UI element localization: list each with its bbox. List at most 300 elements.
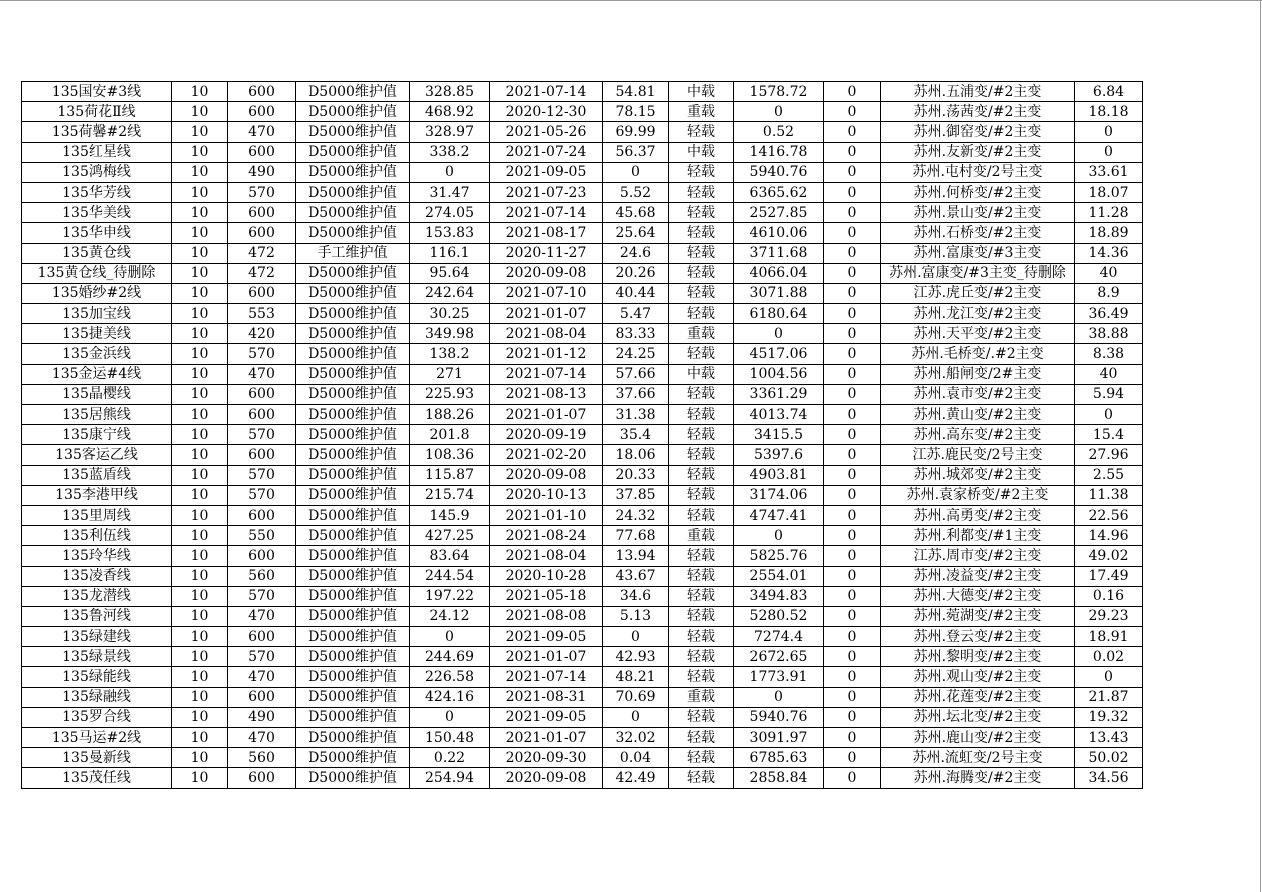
cell-available-capacity: 3494.83 bbox=[734, 586, 824, 606]
cell-maintenance-source: D5000维护值 bbox=[296, 647, 410, 667]
cell-load-status: 轻载 bbox=[669, 647, 734, 667]
cell-flag: 0 bbox=[824, 768, 881, 788]
cell-load-rate: 20.26 bbox=[603, 263, 669, 283]
cell-available-capacity: 2858.84 bbox=[734, 768, 824, 788]
table-row bbox=[22, 243, 1143, 263]
cell-maintenance-source: D5000维护值 bbox=[296, 526, 410, 546]
cell-line-name: 135加宝线 bbox=[22, 304, 172, 324]
cell-current-value: 108.36 bbox=[410, 445, 490, 465]
cell-transformer-load: 49.02 bbox=[1075, 546, 1143, 566]
cell-load-status: 轻载 bbox=[669, 445, 734, 465]
cell-voltage: 10 bbox=[172, 526, 228, 546]
cell-transformer-load: 50.02 bbox=[1075, 748, 1143, 768]
cell-load-rate: 32.02 bbox=[603, 728, 669, 748]
cell-available-capacity: 0 bbox=[734, 687, 824, 707]
cell-current-value: 468.92 bbox=[410, 102, 490, 122]
cell-maintenance-source: D5000维护值 bbox=[296, 364, 410, 384]
cell-voltage: 10 bbox=[172, 707, 228, 727]
table-row bbox=[22, 203, 1143, 223]
cell-line-name: 135黄仓线 bbox=[22, 243, 172, 263]
cell-date: 2021-07-14 bbox=[490, 82, 603, 102]
cell-rated-current: 560 bbox=[228, 566, 296, 586]
table-row bbox=[22, 687, 1143, 707]
cell-maintenance-source: D5000维护值 bbox=[296, 162, 410, 182]
cell-load-rate: 37.66 bbox=[603, 384, 669, 404]
cell-date: 2021-01-07 bbox=[490, 304, 603, 324]
cell-flag: 0 bbox=[824, 223, 881, 243]
table-row bbox=[22, 647, 1143, 667]
cell-load-status: 轻载 bbox=[669, 425, 734, 445]
cell-rated-current: 600 bbox=[228, 546, 296, 566]
cell-flag: 0 bbox=[824, 667, 881, 687]
cell-load-status: 轻载 bbox=[669, 203, 734, 223]
cell-rated-current: 470 bbox=[228, 364, 296, 384]
cell-maintenance-source: D5000维护值 bbox=[296, 667, 410, 687]
cell-flag: 0 bbox=[824, 445, 881, 465]
cell-date: 2020-09-08 bbox=[490, 465, 603, 485]
cell-load-rate: 0 bbox=[603, 162, 669, 182]
cell-available-capacity: 4517.06 bbox=[734, 344, 824, 364]
cell-load-status: 轻载 bbox=[669, 283, 734, 303]
cell-load-rate: 78.15 bbox=[603, 102, 669, 122]
cell-flag: 0 bbox=[824, 102, 881, 122]
cell-maintenance-source: D5000维护值 bbox=[296, 182, 410, 202]
cell-available-capacity: 3091.97 bbox=[734, 728, 824, 748]
cell-rated-current: 490 bbox=[228, 162, 296, 182]
cell-line-name: 135金浜线 bbox=[22, 344, 172, 364]
cell-line-name: 135黄仓线_待删除 bbox=[22, 263, 172, 283]
cell-maintenance-source: D5000维护值 bbox=[296, 425, 410, 445]
cell-date: 2021-02-20 bbox=[490, 445, 603, 465]
page-edge-top bbox=[0, 0, 1262, 1]
cell-transformer-load: 13.43 bbox=[1075, 728, 1143, 748]
cell-line-name: 135捷美线 bbox=[22, 324, 172, 344]
cell-transformer: 苏州.高东变/#2主变 bbox=[881, 425, 1075, 445]
cell-voltage: 10 bbox=[172, 425, 228, 445]
cell-rated-current: 570 bbox=[228, 182, 296, 202]
cell-current-value: 138.2 bbox=[410, 344, 490, 364]
cell-flag: 0 bbox=[824, 263, 881, 283]
cell-load-rate: 48.21 bbox=[603, 667, 669, 687]
cell-date: 2021-08-04 bbox=[490, 324, 603, 344]
cell-flag: 0 bbox=[824, 566, 881, 586]
cell-flag: 0 bbox=[824, 405, 881, 425]
cell-load-rate: 0 bbox=[603, 707, 669, 727]
cell-load-rate: 35.4 bbox=[603, 425, 669, 445]
cell-maintenance-source: D5000维护值 bbox=[296, 263, 410, 283]
cell-maintenance-source: 手工维护值 bbox=[296, 243, 410, 263]
cell-transformer-load: 22.56 bbox=[1075, 505, 1143, 525]
cell-available-capacity: 3361.29 bbox=[734, 384, 824, 404]
cell-maintenance-source: D5000维护值 bbox=[296, 707, 410, 727]
cell-current-value: 254.94 bbox=[410, 768, 490, 788]
cell-load-status: 重载 bbox=[669, 526, 734, 546]
cell-voltage: 10 bbox=[172, 485, 228, 505]
cell-line-name: 135利伍线 bbox=[22, 526, 172, 546]
cell-voltage: 10 bbox=[172, 344, 228, 364]
table-row bbox=[22, 162, 1143, 182]
cell-flag: 0 bbox=[824, 364, 881, 384]
table-row bbox=[22, 445, 1143, 465]
table-row bbox=[22, 748, 1143, 768]
cell-load-status: 轻载 bbox=[669, 748, 734, 768]
cell-line-name: 135龙潜线 bbox=[22, 586, 172, 606]
cell-rated-current: 600 bbox=[228, 384, 296, 404]
cell-current-value: 338.2 bbox=[410, 142, 490, 162]
cell-transformer: 苏州.海腾变/#2主变 bbox=[881, 768, 1075, 788]
cell-current-value: 242.64 bbox=[410, 283, 490, 303]
cell-line-name: 135鲁河线 bbox=[22, 606, 172, 626]
cell-voltage: 10 bbox=[172, 243, 228, 263]
cell-line-name: 135凌香线 bbox=[22, 566, 172, 586]
cell-flag: 0 bbox=[824, 344, 881, 364]
cell-transformer-load: 19.32 bbox=[1075, 707, 1143, 727]
cell-line-name: 135鸿梅线 bbox=[22, 162, 172, 182]
cell-date: 2021-01-07 bbox=[490, 647, 603, 667]
cell-transformer: 苏州.登云变/#2主变 bbox=[881, 627, 1075, 647]
table-row bbox=[22, 667, 1143, 687]
cell-transformer-load: 18.18 bbox=[1075, 102, 1143, 122]
cell-transformer: 苏州.观山变/#2主变 bbox=[881, 667, 1075, 687]
cell-transformer: 苏州.坛北变/#2主变 bbox=[881, 707, 1075, 727]
cell-transformer: 苏州.大德变/#2主变 bbox=[881, 586, 1075, 606]
cell-rated-current: 472 bbox=[228, 263, 296, 283]
table-row bbox=[22, 566, 1143, 586]
cell-transformer-load: 14.96 bbox=[1075, 526, 1143, 546]
cell-date: 2021-01-10 bbox=[490, 505, 603, 525]
cell-voltage: 10 bbox=[172, 122, 228, 142]
cell-maintenance-source: D5000维护值 bbox=[296, 768, 410, 788]
cell-maintenance-source: D5000维护值 bbox=[296, 324, 410, 344]
cell-rated-current: 570 bbox=[228, 344, 296, 364]
cell-date: 2021-07-23 bbox=[490, 182, 603, 202]
cell-available-capacity: 1773.91 bbox=[734, 667, 824, 687]
cell-maintenance-source: D5000维护值 bbox=[296, 485, 410, 505]
cell-load-rate: 18.06 bbox=[603, 445, 669, 465]
cell-voltage: 10 bbox=[172, 162, 228, 182]
cell-transformer-load: 18.91 bbox=[1075, 627, 1143, 647]
cell-current-value: 24.12 bbox=[410, 606, 490, 626]
cell-load-rate: 31.38 bbox=[603, 405, 669, 425]
cell-current-value: 226.58 bbox=[410, 667, 490, 687]
cell-load-rate: 0 bbox=[603, 627, 669, 647]
cell-transformer: 苏州.黎明变/#2主变 bbox=[881, 647, 1075, 667]
cell-current-value: 0 bbox=[410, 707, 490, 727]
cell-load-rate: 24.6 bbox=[603, 243, 669, 263]
cell-voltage: 10 bbox=[172, 546, 228, 566]
cell-load-status: 轻载 bbox=[669, 728, 734, 748]
cell-voltage: 10 bbox=[172, 384, 228, 404]
cell-load-rate: 57.66 bbox=[603, 364, 669, 384]
cell-current-value: 31.47 bbox=[410, 182, 490, 202]
cell-maintenance-source: D5000维护值 bbox=[296, 223, 410, 243]
cell-available-capacity: 6365.62 bbox=[734, 182, 824, 202]
cell-load-rate: 20.33 bbox=[603, 465, 669, 485]
cell-load-status: 轻载 bbox=[669, 344, 734, 364]
cell-line-name: 135绿景线 bbox=[22, 647, 172, 667]
cell-transformer: 苏州.荡茜变/#2主变 bbox=[881, 102, 1075, 122]
cell-maintenance-source: D5000维护值 bbox=[296, 122, 410, 142]
cell-line-name: 135婚纱#2线 bbox=[22, 283, 172, 303]
cell-load-rate: 69.99 bbox=[603, 122, 669, 142]
cell-rated-current: 600 bbox=[228, 768, 296, 788]
cell-load-rate: 37.85 bbox=[603, 485, 669, 505]
cell-current-value: 116.1 bbox=[410, 243, 490, 263]
cell-transformer: 苏州.鹿山变/#2主变 bbox=[881, 728, 1075, 748]
cell-line-name: 135绿能线 bbox=[22, 667, 172, 687]
cell-available-capacity: 6180.64 bbox=[734, 304, 824, 324]
cell-date: 2021-08-13 bbox=[490, 384, 603, 404]
cell-line-name: 135红星线 bbox=[22, 142, 172, 162]
cell-current-value: 188.26 bbox=[410, 405, 490, 425]
cell-load-status: 轻载 bbox=[669, 485, 734, 505]
cell-line-name: 135绿融线 bbox=[22, 687, 172, 707]
cell-voltage: 10 bbox=[172, 283, 228, 303]
cell-line-name: 135曼新线 bbox=[22, 748, 172, 768]
table-row bbox=[22, 142, 1143, 162]
cell-line-name: 135华申线 bbox=[22, 223, 172, 243]
table-row bbox=[22, 627, 1143, 647]
cell-current-value: 427.25 bbox=[410, 526, 490, 546]
cell-load-status: 重载 bbox=[669, 324, 734, 344]
cell-flag: 0 bbox=[824, 647, 881, 667]
cell-available-capacity: 2672.65 bbox=[734, 647, 824, 667]
cell-rated-current: 420 bbox=[228, 324, 296, 344]
cell-transformer-load: 11.28 bbox=[1075, 203, 1143, 223]
cell-load-status: 轻载 bbox=[669, 243, 734, 263]
cell-transformer-load: 36.49 bbox=[1075, 304, 1143, 324]
cell-maintenance-source: D5000维护值 bbox=[296, 405, 410, 425]
cell-transformer-load: 11.38 bbox=[1075, 485, 1143, 505]
cell-maintenance-source: D5000维护值 bbox=[296, 82, 410, 102]
cell-transformer-load: 6.84 bbox=[1075, 82, 1143, 102]
cell-transformer-load: 0 bbox=[1075, 405, 1143, 425]
cell-rated-current: 600 bbox=[228, 687, 296, 707]
cell-voltage: 10 bbox=[172, 263, 228, 283]
cell-date: 2020-11-27 bbox=[490, 243, 603, 263]
cell-voltage: 10 bbox=[172, 647, 228, 667]
cell-available-capacity: 5397.6 bbox=[734, 445, 824, 465]
cell-transformer: 苏州.城郊变/#2主变 bbox=[881, 465, 1075, 485]
cell-rated-current: 600 bbox=[228, 505, 296, 525]
cell-load-rate: 5.52 bbox=[603, 182, 669, 202]
cell-available-capacity: 4747.41 bbox=[734, 505, 824, 525]
cell-current-value: 115.87 bbox=[410, 465, 490, 485]
cell-rated-current: 472 bbox=[228, 243, 296, 263]
cell-rated-current: 570 bbox=[228, 586, 296, 606]
cell-maintenance-source: D5000维护值 bbox=[296, 546, 410, 566]
cell-line-name: 135绿建线 bbox=[22, 627, 172, 647]
cell-line-name: 135蓝盾线 bbox=[22, 465, 172, 485]
cell-available-capacity: 3174.06 bbox=[734, 485, 824, 505]
cell-rated-current: 600 bbox=[228, 203, 296, 223]
cell-line-name: 135荷花Ⅱ线 bbox=[22, 102, 172, 122]
cell-available-capacity: 4903.81 bbox=[734, 465, 824, 485]
cell-current-value: 328.97 bbox=[410, 122, 490, 142]
cell-transformer: 苏州.龙江变/#2主变 bbox=[881, 304, 1075, 324]
cell-current-value: 225.93 bbox=[410, 384, 490, 404]
cell-date: 2021-01-07 bbox=[490, 728, 603, 748]
cell-current-value: 244.69 bbox=[410, 647, 490, 667]
cell-flag: 0 bbox=[824, 122, 881, 142]
cell-transformer: 苏州.石桥变/#2主变 bbox=[881, 223, 1075, 243]
table-row bbox=[22, 102, 1143, 122]
cell-maintenance-source: D5000维护值 bbox=[296, 728, 410, 748]
cell-voltage: 10 bbox=[172, 748, 228, 768]
table-row bbox=[22, 425, 1143, 445]
cell-transformer: 苏州.菀湖变/#2主变 bbox=[881, 606, 1075, 626]
cell-flag: 0 bbox=[824, 728, 881, 748]
cell-line-name: 135居熊线 bbox=[22, 405, 172, 425]
cell-current-value: 424.16 bbox=[410, 687, 490, 707]
cell-load-status: 轻载 bbox=[669, 263, 734, 283]
cell-load-status: 轻载 bbox=[669, 667, 734, 687]
cell-current-value: 150.48 bbox=[410, 728, 490, 748]
cell-date: 2020-09-19 bbox=[490, 425, 603, 445]
cell-voltage: 10 bbox=[172, 142, 228, 162]
cell-load-rate: 5.47 bbox=[603, 304, 669, 324]
cell-available-capacity: 1416.78 bbox=[734, 142, 824, 162]
cell-transformer-load: 18.89 bbox=[1075, 223, 1143, 243]
cell-voltage: 10 bbox=[172, 223, 228, 243]
cell-date: 2021-07-14 bbox=[490, 667, 603, 687]
cell-load-status: 中载 bbox=[669, 82, 734, 102]
cell-maintenance-source: D5000维护值 bbox=[296, 304, 410, 324]
cell-voltage: 10 bbox=[172, 445, 228, 465]
cell-available-capacity: 1004.56 bbox=[734, 364, 824, 384]
table-row bbox=[22, 485, 1143, 505]
cell-flag: 0 bbox=[824, 304, 881, 324]
cell-current-value: 328.85 bbox=[410, 82, 490, 102]
cell-flag: 0 bbox=[824, 324, 881, 344]
cell-load-status: 轻载 bbox=[669, 223, 734, 243]
cell-transformer-load: 8.38 bbox=[1075, 344, 1143, 364]
cell-load-status: 轻载 bbox=[669, 505, 734, 525]
cell-maintenance-source: D5000维护值 bbox=[296, 283, 410, 303]
cell-transformer: 苏州.何桥变/#2主变 bbox=[881, 182, 1075, 202]
cell-transformer-load: 29.23 bbox=[1075, 606, 1143, 626]
cell-voltage: 10 bbox=[172, 627, 228, 647]
cell-voltage: 10 bbox=[172, 728, 228, 748]
cell-maintenance-source: D5000维护值 bbox=[296, 687, 410, 707]
cell-transformer-load: 21.87 bbox=[1075, 687, 1143, 707]
cell-transformer-load: 18.07 bbox=[1075, 182, 1143, 202]
cell-line-name: 135茂任线 bbox=[22, 768, 172, 788]
cell-available-capacity: 0.52 bbox=[734, 122, 824, 142]
cell-voltage: 10 bbox=[172, 405, 228, 425]
cell-voltage: 10 bbox=[172, 324, 228, 344]
cell-voltage: 10 bbox=[172, 82, 228, 102]
cell-date: 2021-08-17 bbox=[490, 223, 603, 243]
cell-transformer: 苏州.景山变/#2主变 bbox=[881, 203, 1075, 223]
cell-maintenance-source: D5000维护值 bbox=[296, 142, 410, 162]
cell-date: 2020-09-08 bbox=[490, 768, 603, 788]
cell-rated-current: 470 bbox=[228, 122, 296, 142]
cell-current-value: 145.9 bbox=[410, 505, 490, 525]
cell-flag: 0 bbox=[824, 505, 881, 525]
cell-transformer: 苏州.流虹变/2号主变 bbox=[881, 748, 1075, 768]
cell-current-value: 83.64 bbox=[410, 546, 490, 566]
cell-load-rate: 25.64 bbox=[603, 223, 669, 243]
table-row bbox=[22, 606, 1143, 626]
cell-flag: 0 bbox=[824, 283, 881, 303]
cell-rated-current: 570 bbox=[228, 485, 296, 505]
table-row bbox=[22, 586, 1143, 606]
cell-current-value: 197.22 bbox=[410, 586, 490, 606]
cell-flag: 0 bbox=[824, 546, 881, 566]
cell-line-name: 135荷馨#2线 bbox=[22, 122, 172, 142]
cell-maintenance-source: D5000维护值 bbox=[296, 748, 410, 768]
cell-rated-current: 600 bbox=[228, 223, 296, 243]
cell-transformer: 苏州.利都变/#1主变 bbox=[881, 526, 1075, 546]
cell-load-rate: 42.49 bbox=[603, 768, 669, 788]
cell-transformer: 苏州.友新变/#2主变 bbox=[881, 142, 1075, 162]
cell-transformer: 苏州.袁家桥变/#2主变 bbox=[881, 485, 1075, 505]
cell-load-status: 重载 bbox=[669, 687, 734, 707]
cell-transformer-load: 0 bbox=[1075, 122, 1143, 142]
cell-transformer-load: 40 bbox=[1075, 364, 1143, 384]
table-row bbox=[22, 263, 1143, 283]
cell-date: 2021-09-05 bbox=[490, 707, 603, 727]
cell-load-rate: 77.68 bbox=[603, 526, 669, 546]
cell-load-rate: 70.69 bbox=[603, 687, 669, 707]
cell-available-capacity: 4066.04 bbox=[734, 263, 824, 283]
cell-available-capacity: 3071.88 bbox=[734, 283, 824, 303]
cell-maintenance-source: D5000维护值 bbox=[296, 102, 410, 122]
cell-flag: 0 bbox=[824, 384, 881, 404]
cell-load-status: 轻载 bbox=[669, 162, 734, 182]
cell-rated-current: 600 bbox=[228, 283, 296, 303]
cell-available-capacity: 5825.76 bbox=[734, 546, 824, 566]
cell-flag: 0 bbox=[824, 82, 881, 102]
cell-maintenance-source: D5000维护值 bbox=[296, 344, 410, 364]
cell-load-rate: 42.93 bbox=[603, 647, 669, 667]
cell-flag: 0 bbox=[824, 162, 881, 182]
cell-transformer: 江苏.周市变/#2主变 bbox=[881, 546, 1075, 566]
cell-transformer: 苏州.毛桥变/.#2主变 bbox=[881, 344, 1075, 364]
cell-load-rate: 43.67 bbox=[603, 566, 669, 586]
cell-load-status: 重载 bbox=[669, 102, 734, 122]
cell-current-value: 30.25 bbox=[410, 304, 490, 324]
cell-rated-current: 600 bbox=[228, 82, 296, 102]
cell-load-status: 轻载 bbox=[669, 405, 734, 425]
cell-line-name: 135华美线 bbox=[22, 203, 172, 223]
cell-transformer-load: 14.36 bbox=[1075, 243, 1143, 263]
cell-available-capacity: 2554.01 bbox=[734, 566, 824, 586]
cell-voltage: 10 bbox=[172, 606, 228, 626]
cell-load-status: 轻载 bbox=[669, 566, 734, 586]
cell-voltage: 10 bbox=[172, 768, 228, 788]
cell-transformer: 江苏.鹿民变/2号主变 bbox=[881, 445, 1075, 465]
cell-available-capacity: 6785.63 bbox=[734, 748, 824, 768]
cell-flag: 0 bbox=[824, 142, 881, 162]
cell-date: 2021-01-12 bbox=[490, 344, 603, 364]
cell-line-name: 135金运#4线 bbox=[22, 364, 172, 384]
cell-date: 2021-07-24 bbox=[490, 142, 603, 162]
cell-transformer: 苏州.天平变/#2主变 bbox=[881, 324, 1075, 344]
cell-current-value: 349.98 bbox=[410, 324, 490, 344]
cell-current-value: 95.64 bbox=[410, 263, 490, 283]
cell-voltage: 10 bbox=[172, 505, 228, 525]
table-row bbox=[22, 122, 1143, 142]
cell-rated-current: 570 bbox=[228, 647, 296, 667]
cell-load-status: 轻载 bbox=[669, 586, 734, 606]
table-row bbox=[22, 526, 1143, 546]
cell-load-status: 轻载 bbox=[669, 465, 734, 485]
cell-maintenance-source: D5000维护值 bbox=[296, 203, 410, 223]
cell-flag: 0 bbox=[824, 748, 881, 768]
cell-current-value: 0 bbox=[410, 162, 490, 182]
